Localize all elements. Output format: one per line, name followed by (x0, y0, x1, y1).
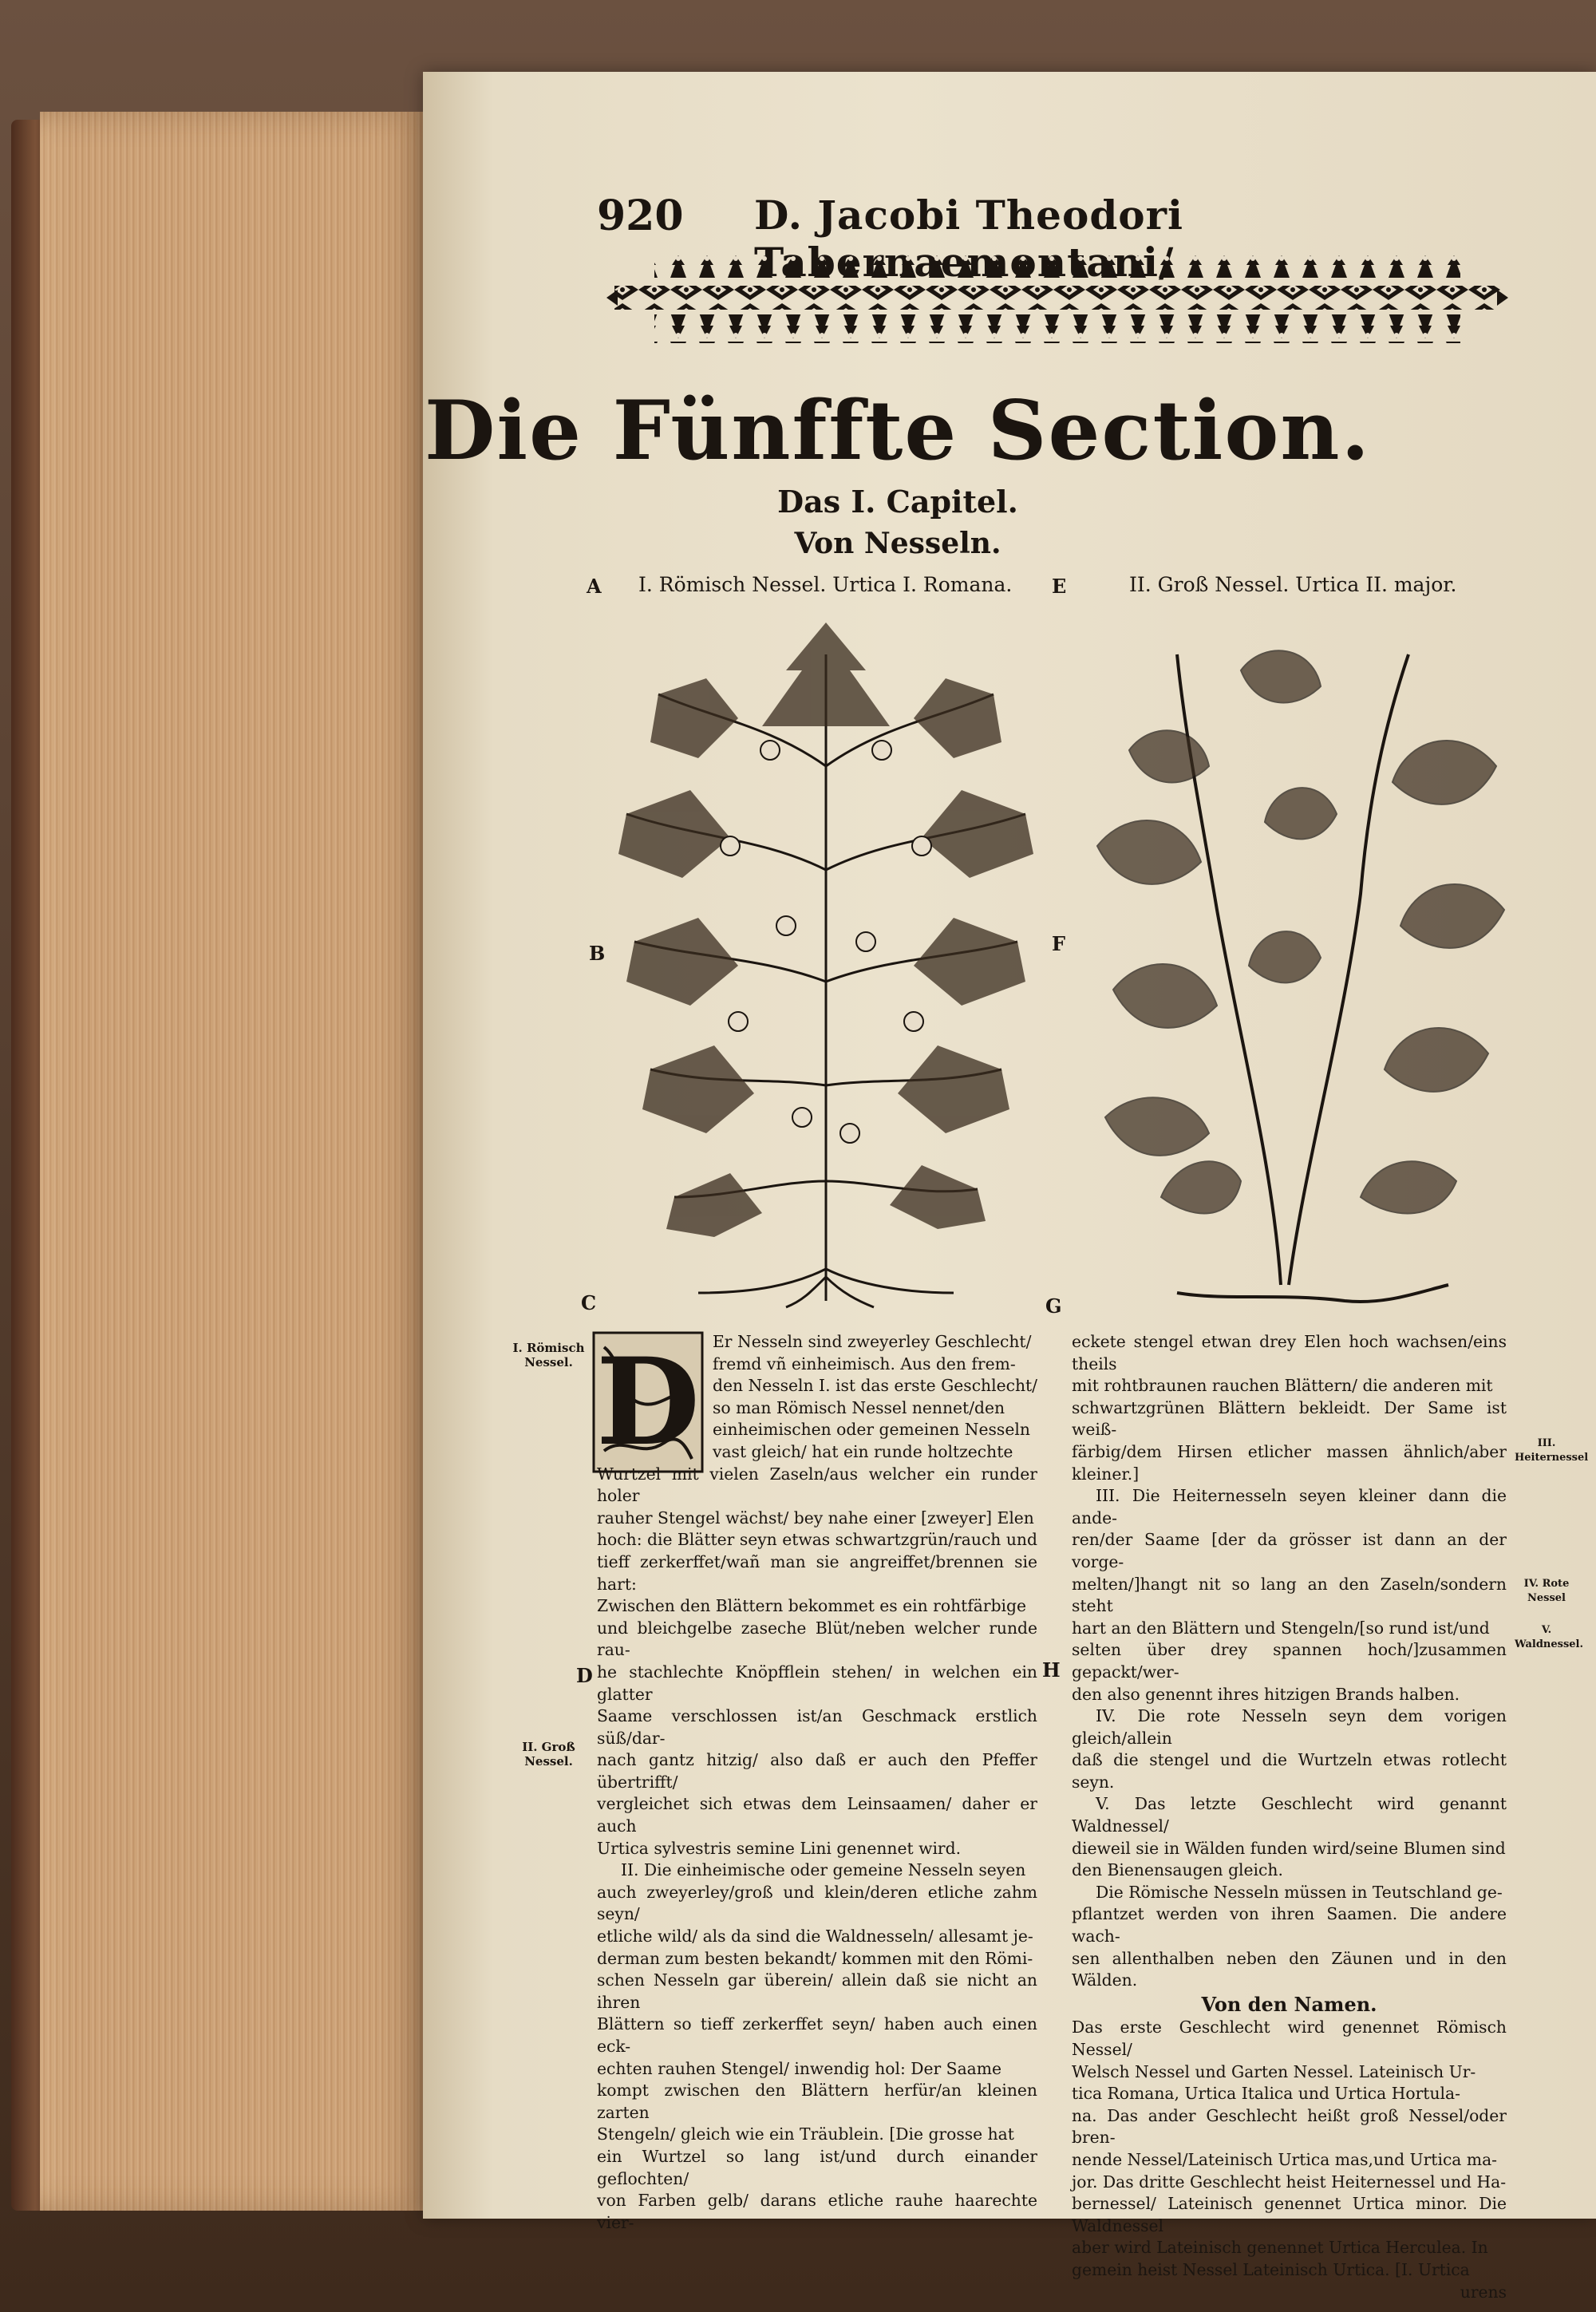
text-line: färbig/dem Hirsen etlicher massen ähnlich/aber kleiner.] (1072, 1441, 1507, 1484)
margin-note-heiternessel: III. Heiternessel (1515, 1437, 1589, 1464)
text-line: eckete stengel etwan drey Elen hoch wachsen/eins theils (1072, 1332, 1507, 1373)
text-line: Urtica sylvestris semine Lini genennet wird. (597, 1838, 962, 1858)
text-line: Stengeln/ gleich wie ein Träublein. [Die grosse hat (597, 2124, 1014, 2144)
text-line: den Bienensaugen gleich. (1072, 1860, 1283, 1880)
figure-caption-2: II. Groß Nessel. Urtica II. major. (1129, 573, 1457, 596)
text-line: hart an den Blättern und Stengeln/[so rund ist/und (1072, 1618, 1490, 1638)
section-title: Die Fünffte Section. (424, 383, 1372, 479)
text-line: schen Nesseln gar überein/ allein daß sie nicht an ihren (597, 1970, 1037, 2012)
text-line: Blättern so tieff zerkerffet seyn/ haben auch einen eck- (597, 2014, 1037, 2056)
running-head: D. Jacobi Theodori (754, 192, 1183, 239)
text-line: IV. Die rote Nesseln seyn dem vorigen gleich/allein (1072, 1706, 1507, 1748)
text-line: einheimischen oder gemeinen Nesseln (713, 1420, 1030, 1440)
text-line: daß die stengel und die Wurtzeln etwas rotlecht seyn. (1072, 1750, 1507, 1792)
text-line: bernessel/ Lateinisch genennet Urtica minor. Die Waldnessel (1072, 2194, 1507, 2235)
text-line: schwartzgrünen Blättern bekleidt. Der Same ist weiß- (1072, 1397, 1507, 1440)
text-line: selten über drey spannen hoch/]zusammen gepackt/wer- (1072, 1640, 1507, 1682)
text-line: pflantzet werden von ihren Saamen. Die andere wach- (1072, 1904, 1507, 1946)
text-line: auch zweyerley/groß und klein/deren etliche zahm seyn/ (597, 1882, 1037, 1924)
text-line: von Farben gelb/ darans etliche rauhe haarechte vier- (597, 2191, 1037, 2232)
text-line: etliche wild/ als da sind die Waldnesseln/ allesamt je- (597, 1927, 1033, 1946)
text-line: so man Römisch Nessel nennet/den (713, 1397, 1005, 1417)
figure-caption-1: I. Römisch Nessel. Urtica I. Romana. (638, 573, 1013, 596)
text-line: II. Die einheimische oder gemeine Nesseln seyen (621, 1860, 1026, 1880)
text-line: Das erste Geschlecht wird genennet Römisch Nessel/ (1072, 2018, 1507, 2059)
text-line: jor. Das dritte Geschlecht heist Heiternessel und Ha- (1072, 2172, 1507, 2191)
figure-letter-d: D (576, 1664, 593, 1687)
text-line: mit rohtbraunen rauchen Blättern/ die anderen mit (1072, 1376, 1493, 1396)
text-line: aber wird Lateinisch genennet Urtica Herculea. In (1072, 2238, 1488, 2258)
text-line: vergleichet sich etwas dem Leinsaamen/ daher er auch (597, 1794, 1037, 1836)
text-line: melten/]hangt nit so lang an den Zaseln/sondern steht (1072, 1574, 1507, 1616)
margin-note-waldnessel: V. Waldnessel. (1515, 1624, 1584, 1650)
figure-letter-a: A (587, 575, 602, 598)
text-line: tieff zerkerffet/wañ man sie angreiffet/brennen sie hart: (597, 1551, 1037, 1594)
text-line: fremd vñ einheimisch. Aus den frem- (713, 1354, 1016, 1373)
text-line: rauher Stengel wächst/ bey nahe einer [zweyer] Elen (597, 1508, 1034, 1528)
text-line: dieweil sie in Wälden funden wird/seine Blumen sind (1072, 1838, 1506, 1858)
text-line: echten rauhen Stengel/ inwendig hol: Der Saame (597, 2058, 1001, 2078)
text-line: Wurtzel mit vielen Zaseln/aus welcher ein runder holer (597, 1464, 1037, 1506)
left-text-column (597, 1331, 1037, 2234)
text-line: he stachlechte Knöpfflein stehen/ in welchen ein glatter (597, 1662, 1037, 1704)
text-line: ein Wurtzel so lang ist/und durch einander geflochten/ (597, 2146, 1037, 2188)
figure-letter-e: E (1052, 575, 1067, 598)
figure-letter-b: B (589, 942, 606, 965)
text-line: Zwischen den Blättern bekommet es ein rohtfärbige (597, 1596, 1027, 1616)
text-line: gemein heist Nessel Lateinisch Urtica. [I. Urtica (1072, 2259, 1470, 2279)
margin-note-roman-nettle: I. Römisch Nessel. (512, 1341, 585, 1369)
text-line: Die Römische Nesseln müssen in Teutschland ge- (1096, 1882, 1503, 1902)
text-line: V. Das letzte Geschlecht wird genannt Waldnessel/ (1072, 1794, 1507, 1836)
text-line: Saame verschlossen ist/an Geschmack erstlich süß/dar- (597, 1706, 1037, 1748)
figure-letter-g: G (1045, 1294, 1062, 1318)
margin-note-rote-nessel: IV. Rote Nessel (1523, 1578, 1570, 1604)
text-line: hoch: die Blätter seyn etwas schwartzgrün/rauch und (597, 1530, 1037, 1550)
text-line: na. Das ander Geschlecht heißt groß Nessel/oder bren- (1072, 2105, 1507, 2148)
chapter-title: Das I. Capitel. (777, 484, 1018, 520)
ornament-band (606, 254, 1508, 348)
text-line: und bleichgelbe zaseche Blüt/neben welcher runde rau- (597, 1618, 1037, 1660)
text-line: derman zum besten bekandt/ kommen mit den Römi- (597, 1948, 1033, 1968)
great-nettle-woodcut (1081, 607, 1512, 1309)
text-line: nach gantz hitzig/ also daß er auch den Pfeffer übertrifft/ (597, 1750, 1037, 1792)
text-line: kompt zwischen den Blättern herfür/an kleinen zarten (597, 2081, 1037, 2122)
roman-nettle-woodcut (610, 607, 1041, 1309)
text-line: nende Nessel/Lateinisch Urtica mas,und Urtica ma- (1072, 2149, 1498, 2169)
subject-title: Von Nesseln. (794, 527, 1001, 560)
margin-note-great-nettle: II. Groß Nessel. (522, 1740, 575, 1769)
right-text-column (1072, 1331, 1507, 2303)
figure-letter-c: C (581, 1291, 597, 1314)
text-line: vast gleich/ hat ein runde holtzechte (713, 1441, 1013, 1461)
page-number: 920 (597, 192, 684, 240)
figure-letter-h: H (1042, 1658, 1061, 1682)
text-line: ren/der Saame [der da grösser ist dann an der vorge- (1072, 1530, 1507, 1571)
catchword: urens (1460, 2282, 1507, 2302)
text-line: Welsch Nessel und Garten Nessel. Lateinisch Ur- (1072, 2061, 1476, 2081)
text-line: den also genennt ihres hitzigen Brands halben. (1072, 1684, 1460, 1704)
names-heading: Von den Namen. (1201, 1992, 1377, 2016)
figure-letter-f: F (1052, 932, 1066, 955)
text-line: tica Romana, Urtica Italica und Urtica Hortula- (1072, 2084, 1460, 2104)
text-line: III. Die Heiternesseln seyen kleiner dann die ande- (1072, 1486, 1507, 1528)
dropcap-letter: D (595, 1332, 701, 1472)
text-line: den Nesseln I. ist das erste Geschlecht/ (713, 1376, 1038, 1396)
text-line: Er Nesseln sind zweyerley Geschlecht/ (713, 1332, 1032, 1351)
text-line: sen allenthalben neben den Zäunen und in den Wälden. (1072, 1948, 1507, 1990)
